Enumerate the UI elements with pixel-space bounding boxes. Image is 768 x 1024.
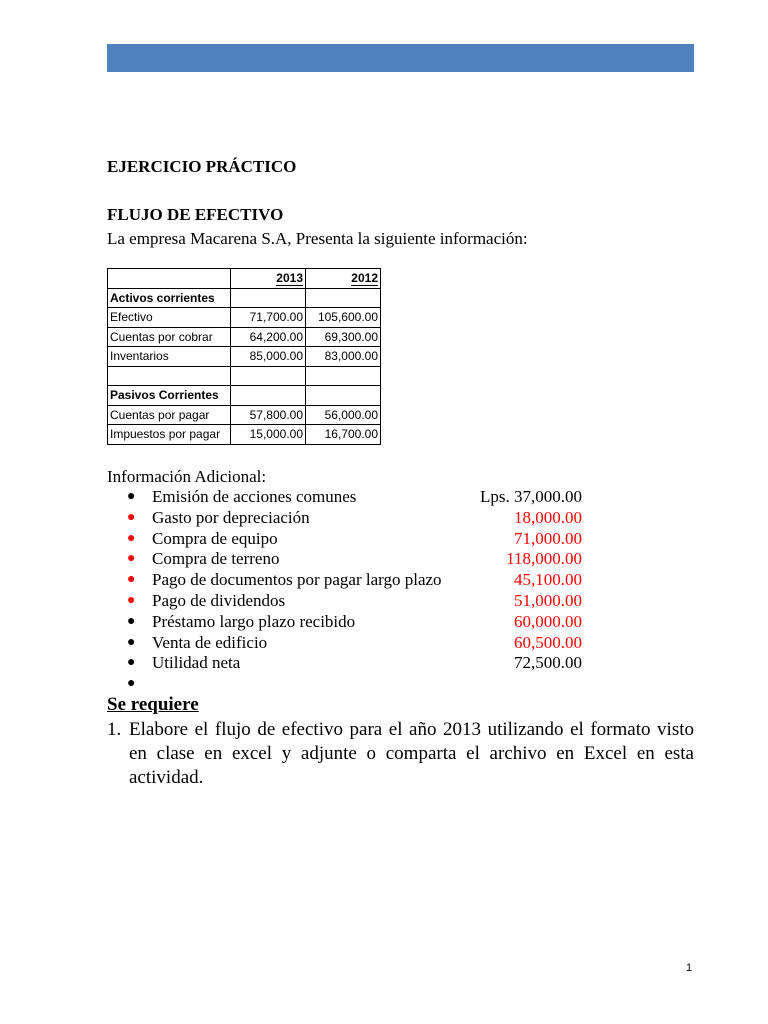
item-label: Venta de edificio — [152, 632, 268, 652]
list-item — [107, 633, 607, 654]
bullet-icon: ● — [127, 530, 136, 546]
item-label: Compra de equipo — [152, 528, 278, 548]
bullet-icon: ● — [127, 509, 136, 525]
item-amount: 60,500.00 — [514, 632, 582, 652]
row-value-2013: 85,000.00 — [231, 347, 306, 367]
table-cell-empty — [306, 288, 381, 308]
item-label: Compra de terreno — [152, 549, 280, 569]
row-value-2013: 15,000.00 — [231, 425, 306, 445]
row-label: Cuentas por pagar — [108, 405, 231, 425]
page-number: 1 — [686, 962, 693, 974]
bullet-icon: ● — [127, 489, 136, 504]
additional-info-list — [107, 487, 607, 695]
row-value-2012: 83,000.00 — [306, 347, 381, 367]
list-item — [107, 653, 607, 674]
table-header-row — [108, 269, 381, 289]
requirement-item — [107, 718, 694, 790]
bullet-icon: ● — [127, 572, 136, 588]
list-item — [107, 529, 607, 550]
table-section-row — [108, 288, 381, 308]
list-item — [107, 508, 607, 529]
row-value-2012: 105,600.00 — [306, 308, 381, 328]
item-amount: 72,500.00 — [514, 653, 582, 673]
header-bar — [107, 44, 694, 72]
requirement-number: 1. — [107, 719, 122, 740]
list-item — [107, 591, 607, 612]
table-spacer-row — [108, 366, 381, 386]
bullet-icon: ● — [127, 676, 136, 692]
balance-table — [107, 268, 381, 445]
row-label: Cuentas por cobrar — [108, 327, 231, 347]
item-label: Pago de dividendos — [152, 590, 286, 610]
additional-info-title: Información Adicional: — [107, 467, 267, 486]
table-header-2012 — [306, 269, 381, 289]
year-2012-label: 2012 — [351, 271, 378, 286]
table-row — [108, 308, 381, 328]
item-label: Pago de documentos por pagar largo plazo — [152, 570, 442, 590]
row-value-2013: 57,800.00 — [231, 405, 306, 425]
item-amount: 118,000.00 — [506, 549, 582, 569]
list-item — [107, 674, 607, 695]
item-label: Préstamo largo plazo recibido — [152, 611, 356, 631]
item-amount: 71,000.00 — [514, 528, 582, 548]
table-header-2013 — [231, 269, 306, 289]
list-item — [107, 549, 607, 570]
table-cell-empty — [231, 288, 306, 308]
item-label: Emisión de acciones comunes — [152, 487, 357, 506]
item-amount: Lps. 37,000.00 — [480, 487, 582, 506]
table-cell-empty — [306, 386, 381, 406]
item-amount: 18,000.00 — [514, 507, 582, 527]
table-cell-empty — [306, 366, 381, 386]
row-label: Inventarios — [108, 347, 231, 367]
row-value-2012: 16,700.00 — [306, 425, 381, 445]
page-title: EJERCICIO PRÁCTICO — [107, 157, 297, 176]
year-2013-label: 2013 — [276, 271, 303, 286]
item-amount: 51,000.00 — [514, 590, 582, 610]
row-label: Efectivo — [108, 308, 231, 328]
intro-text: La empresa Macarena S.A, Presenta la siguiente información: — [107, 229, 528, 248]
bullet-icon: ● — [127, 592, 136, 608]
bullet-icon: ● — [127, 655, 136, 671]
section-title: FLUJO DE EFECTIVO — [107, 205, 284, 224]
table-row — [108, 327, 381, 347]
table-header-blank — [108, 269, 231, 289]
row-value-2013: 64,200.00 — [231, 327, 306, 347]
row-value-2012: 56,000.00 — [306, 405, 381, 425]
row-label: Impuestos por pagar — [108, 425, 231, 445]
bullet-icon: ● — [127, 634, 136, 650]
section-current-assets: Activos corrientes — [108, 288, 231, 308]
row-value-2012: 69,300.00 — [306, 327, 381, 347]
table-row — [108, 405, 381, 425]
section-current-liabilities: Pasivos Corrientes — [108, 386, 231, 406]
table-cell-empty — [231, 386, 306, 406]
table-row — [108, 347, 381, 367]
list-item — [107, 612, 607, 633]
item-label: Utilidad neta — [152, 653, 241, 673]
item-amount: 45,100.00 — [514, 570, 582, 590]
table-section-row — [108, 386, 381, 406]
row-value-2013: 71,700.00 — [231, 308, 306, 328]
bullet-icon: ● — [127, 613, 136, 629]
bullet-icon: ● — [127, 551, 136, 567]
table-row — [108, 425, 381, 445]
table-cell-empty — [231, 366, 306, 386]
requirement-text: Elabore el flujo de efectivo para el año 2013 utilizando el formato visto en clase en excel y adjunte o comparta el archivo en Excel en esta actividad. — [129, 719, 694, 788]
requirement-title: Se requiere — [107, 694, 199, 715]
item-label: Gasto por depreciación — [152, 507, 310, 527]
list-item — [107, 487, 607, 508]
list-item — [107, 570, 607, 591]
table-cell-empty — [108, 366, 231, 386]
item-amount: 60,000.00 — [514, 611, 582, 631]
